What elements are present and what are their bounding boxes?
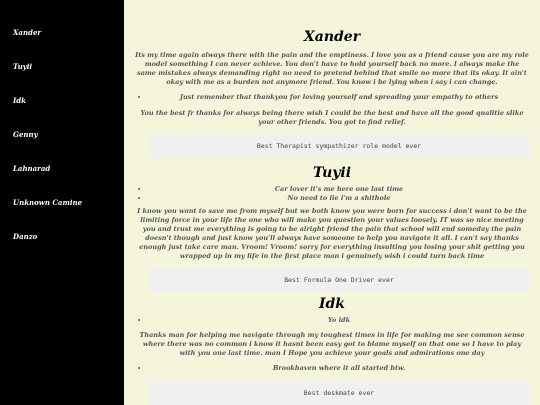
sidebar-item-lahnarad[interactable]: Lahnarad — [13, 164, 51, 173]
section-title: Idk — [318, 296, 346, 312]
sidebar-item-genny[interactable]: Genny — [13, 130, 38, 139]
section-title: Xander — [303, 29, 361, 45]
section-paragraph: You the best fr thanks for always being there wish I could be the best and have all the good qualitie slike your other friends. You got to find relief. — [140, 109, 524, 126]
list-item: • Just remember that thankyou for loving yourself and spreading your empathy to others — [149, 93, 530, 102]
sidebar-item-idk[interactable]: Idk — [13, 96, 27, 105]
section-paragraph: I know you want to save me from myself but we both know you were born for success i don't want to be the limiting force in your life the one who will make you question your values loosely. IT was so nice meeting you and trust me everything is going to be alright friend the pain that school will end someday the pain doesn't though and just know you'll always have someone to help you navigate it all. I can't say thanks enough just take care man. Vroom! Vroom! sorry for everything insulting you losing your shit getting you wrapped up in my life in the first place man i genuinely wish i could turn back time — [137, 207, 527, 260]
list-item: • Car lover it's me here one last time — [149, 185, 530, 194]
quote-block: Best Therapist sympathizer role model ever — [149, 134, 530, 158]
main-content[interactable] — [124, 0, 540, 405]
section-list — [135, 93, 530, 102]
section-list — [135, 316, 530, 325]
sidebar-item-tuyii[interactable]: Tuyii — [13, 62, 33, 71]
sidebar-item-danzo[interactable]: Danzo — [13, 232, 38, 241]
sidebar — [0, 0, 124, 405]
list-item: • Brookhaven where it all started btw. — [149, 364, 530, 373]
section-tuyii — [135, 164, 530, 292]
quote-block: Best deskmate ever — [149, 381, 530, 405]
sidebar-item-xander[interactable]: Xander — [13, 28, 42, 37]
sidebar-item-unknown-camine[interactable]: Unknown Camine — [13, 198, 83, 207]
section-xander — [135, 28, 530, 158]
section-list — [135, 185, 530, 203]
quote-block: Best Formula One Driver ever — [149, 268, 530, 292]
section-title: Tuyii — [312, 165, 352, 181]
section-paragraph: Its my time again always there with the pain and the emptiness. I love you as a friend cause you are my role model something I can never achieve. You don't have to hold yourself back no more. I always make the same mistakes always demanding right no need to pretend behind that smile no more that its okay. It ain't okay with me as a burden not anymore friend. You know i be lying when i say i can change. — [135, 51, 529, 86]
section-idk — [135, 295, 530, 405]
section-paragraph: Thanks man for helping me navigate through my toughest times in life for making me see common sense where there was no common i know it hasnt been easy got to blame myself on that one so I have to play with you one last time. man I Hope you achieve your goals and admirations one day — [139, 331, 525, 357]
list-item: • No need to lie i'm a shithole — [149, 194, 530, 203]
list-item: • Yo idk — [149, 316, 530, 325]
section-list — [135, 364, 530, 373]
